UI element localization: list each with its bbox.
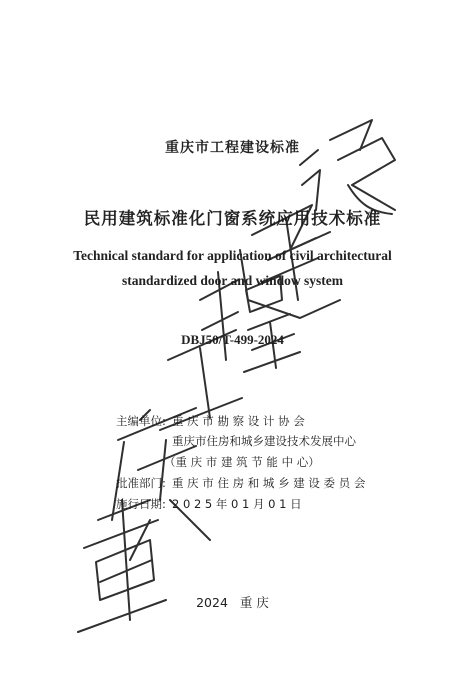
document-title-chinese: 民用建筑标准化门窗系统应用技术标准: [83, 209, 382, 228]
effective-date-label: 施行日期:: [116, 497, 166, 511]
editor-label: 主编单位:: [116, 414, 166, 428]
publication-year: 2024: [196, 595, 228, 610]
editor-value: 重 庆 市 勘 察 设 计 协 会: [172, 414, 305, 428]
editor-value-3: （重 庆 市 建 筑 节 能 中 心）: [164, 455, 320, 469]
approver-value: 重 庆 市 住 房 和 城 乡 建 设 委 员 会: [172, 476, 366, 490]
editor-value-2: 重庆市住房和城乡建设技术发展中心: [172, 434, 356, 448]
approver-label: 批准部门:: [116, 476, 166, 490]
standard-series-label: 重庆市工程建设标准: [165, 140, 300, 156]
document-title-english-line2: standardized door and window system: [121, 273, 344, 288]
effective-date-value: 2 0 2 5 年 0 1 月 0 1 日: [172, 497, 302, 511]
standard-code: DBJ50/T-499-2024: [181, 332, 284, 347]
publication-city: 重 庆: [239, 595, 269, 610]
publication-footer: [0, 593, 465, 611]
document-title-english-line1: Technical standard for application of civil architectural: [73, 248, 392, 263]
